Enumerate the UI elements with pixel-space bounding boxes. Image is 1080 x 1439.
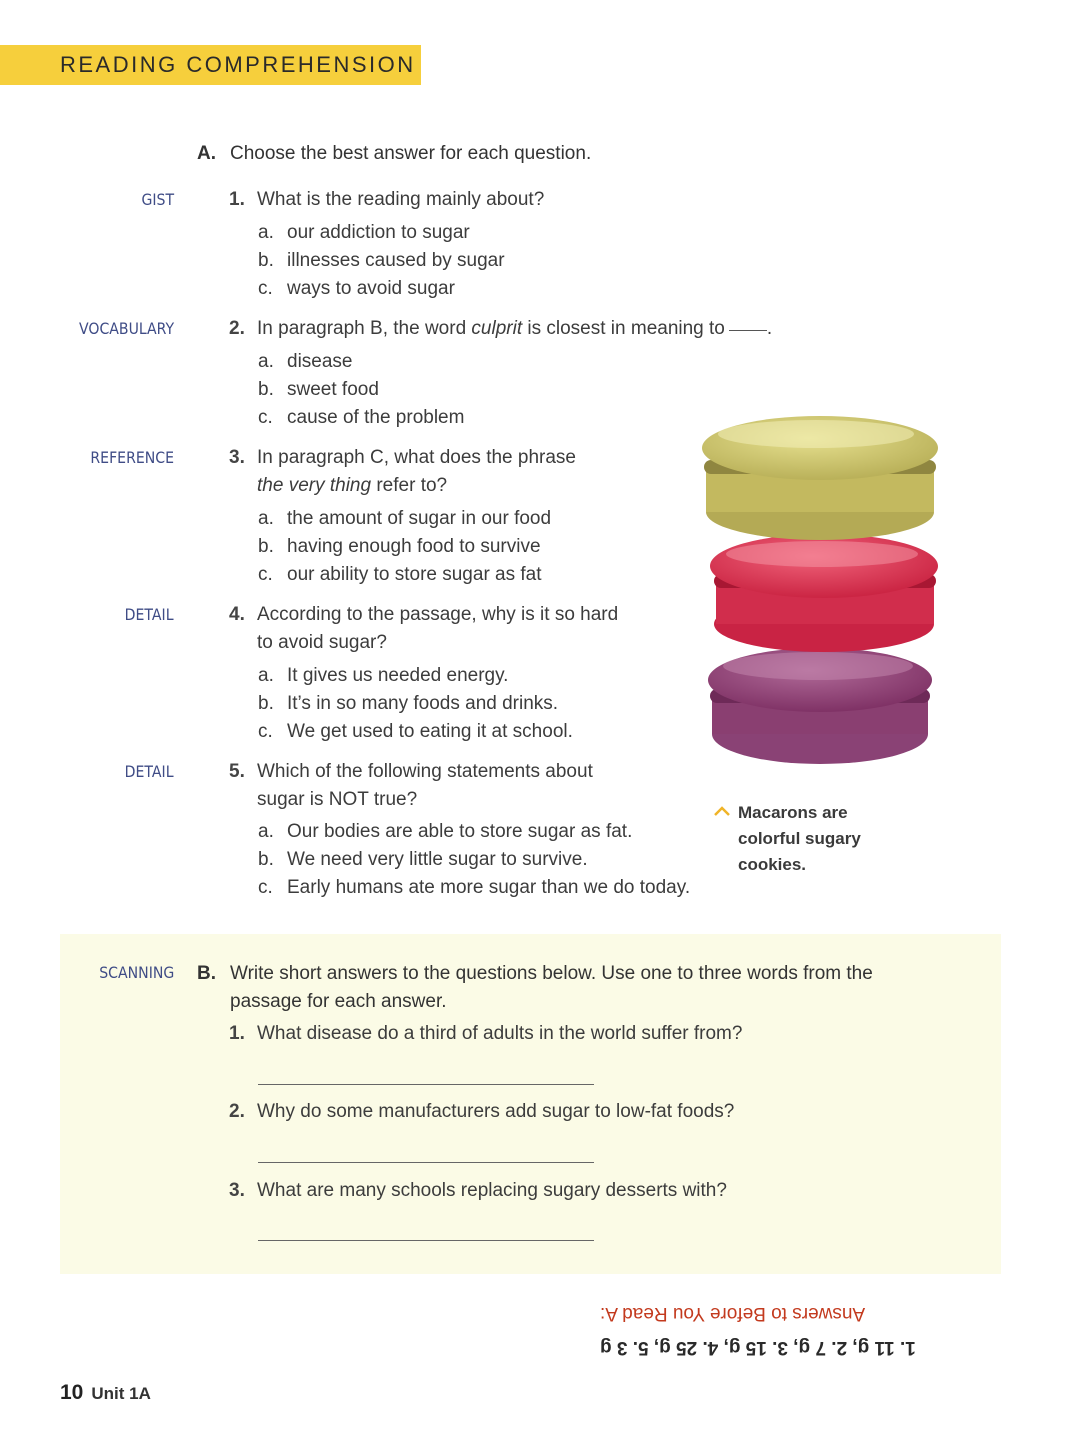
option-letter: a. <box>258 222 274 243</box>
question-text: Why do some manufacturers add sugar to low-fat foods? <box>257 1101 735 1122</box>
purple-macaron <box>708 648 932 764</box>
skill-label-detail: DETAIL <box>125 605 174 624</box>
option-letter: b. <box>258 250 274 271</box>
page-title: READING COMPREHENSION <box>60 52 416 77</box>
question-text-tail: is closest in meaning to <box>522 318 725 339</box>
question-text-line2: sugar is NOT true? <box>257 789 418 810</box>
macarons-photo <box>698 404 948 774</box>
option-5c[interactable] <box>258 877 690 899</box>
option-text: sweet food <box>287 379 379 400</box>
answer-line-3[interactable] <box>258 1240 594 1241</box>
answers-values: 1. 11 g, 2. 7 g, 3. 15 g, 4. 25 g, 5. 3 g <box>600 1337 916 1358</box>
question-number: 2. <box>229 318 245 339</box>
option-text: disease <box>287 351 353 372</box>
question-number: 1. <box>229 1023 245 1044</box>
answers-title: Answers to Before You Read A: <box>600 1303 866 1324</box>
skill-label-gist: GIST <box>141 190 174 209</box>
skill-label-reference: REFERENCE <box>90 448 174 467</box>
option-text: It’s in so many foods and drinks. <box>287 693 559 714</box>
question-text: Which of the following statements about <box>257 761 593 782</box>
option-letter: b. <box>258 849 274 870</box>
option-3a[interactable] <box>258 508 551 530</box>
section-b-instruction: Write short answers to the questions below. Use one to three words from the <box>230 963 873 984</box>
section-b-instruction-line2: passage for each answer. <box>230 991 447 1012</box>
option-1a[interactable] <box>258 222 470 244</box>
option-letter: a. <box>258 508 274 529</box>
option-3c[interactable] <box>258 564 542 586</box>
option-letter: a. <box>258 351 274 372</box>
option-text: Early humans ate more sugar than we do today. <box>287 877 691 898</box>
option-3b[interactable] <box>258 536 541 558</box>
option-2b[interactable] <box>258 379 379 401</box>
question-number: 3. <box>229 447 245 468</box>
option-letter: b. <box>258 693 274 714</box>
section-a-instruction: Choose the best answer for each question. <box>230 143 592 164</box>
option-letter: a. <box>258 821 274 842</box>
section-b-letter: B. <box>197 963 216 984</box>
option-text: It gives us needed energy. <box>287 665 509 686</box>
option-letter: c. <box>258 564 273 585</box>
question-2: 2. In paragraph B, the word culprit is closest in meaning to . <box>229 315 772 343</box>
option-1c[interactable] <box>258 278 455 300</box>
question-number: 4. <box>229 604 245 625</box>
fill-in-blank <box>729 329 767 331</box>
section-a-letter: A. <box>197 143 216 164</box>
option-text: cause of the problem <box>287 407 465 428</box>
option-letter: c. <box>258 407 273 428</box>
answer-line-2[interactable] <box>258 1162 594 1163</box>
question-text-tail: refer to? <box>371 475 448 496</box>
question-emphasis: the very thing <box>257 475 372 496</box>
question-3 <box>229 444 576 500</box>
question-number: 1. <box>229 189 245 210</box>
section-b-heading <box>197 960 873 1016</box>
option-letter: b. <box>258 379 274 400</box>
skill-label-vocabulary: VOCABULARY <box>78 319 174 338</box>
page-number: 10 <box>60 1381 84 1404</box>
option-4a[interactable] <box>258 665 508 687</box>
question-emphasis: culprit <box>471 318 523 339</box>
option-letter: c. <box>258 877 273 898</box>
section-banner <box>0 45 421 85</box>
caption-line: Macarons are <box>738 803 848 822</box>
question-4 <box>229 601 618 657</box>
scan-question-3 <box>229 1177 727 1205</box>
option-text: illnesses caused by sugar <box>287 250 505 271</box>
option-5b[interactable] <box>258 849 588 871</box>
question-number: 5. <box>229 761 245 782</box>
unit-label: Unit 1A <box>91 1384 151 1403</box>
option-letter: a. <box>258 665 274 686</box>
option-text: our ability to store sugar as fat <box>287 564 542 585</box>
skill-label-scanning: SCANNING <box>98 963 174 982</box>
caption-line: cookies. <box>738 855 807 874</box>
option-letter: b. <box>258 536 274 557</box>
scan-question-1 <box>229 1020 742 1048</box>
question-number: 3. <box>229 1180 245 1201</box>
question-text: What are many schools replacing sugary desserts with? <box>257 1180 727 1201</box>
option-text: We need very little sugar to survive. <box>287 849 588 870</box>
option-2a[interactable] <box>258 351 353 373</box>
question-text: In paragraph B, the word <box>257 318 472 339</box>
page-footer <box>60 1381 151 1405</box>
option-text: our addiction to sugar <box>287 222 470 243</box>
option-letter: c. <box>258 278 273 299</box>
option-text: the amount of sugar in our food <box>287 508 552 529</box>
question-5 <box>229 758 593 814</box>
option-text: Our bodies are able to store sugar as fat. <box>287 821 633 842</box>
question-text: What disease do a third of adults in the world suffer from? <box>257 1023 743 1044</box>
skill-label-detail: DETAIL <box>125 762 174 781</box>
option-text: We get used to eating it at school. <box>287 721 573 742</box>
option-4c[interactable] <box>258 721 573 743</box>
pink-macaron <box>710 534 938 652</box>
caret-up-icon <box>714 806 730 816</box>
question-text-line2: to avoid sugar? <box>257 632 387 653</box>
question-text: What is the reading mainly about? <box>257 189 545 210</box>
question-text: According to the passage, why is it so hard <box>257 604 619 625</box>
answer-line-1[interactable] <box>258 1084 594 1085</box>
option-1b[interactable] <box>258 250 505 272</box>
caption-line: colorful sugary <box>738 829 861 848</box>
option-4b[interactable] <box>258 693 558 715</box>
question-number: 2. <box>229 1101 245 1122</box>
question-text: In paragraph C, what does the phrase <box>257 447 576 468</box>
option-5a[interactable] <box>258 821 632 843</box>
option-text: ways to avoid sugar <box>287 278 455 299</box>
upside-down-answers <box>600 1296 1000 1358</box>
option-letter: c. <box>258 721 273 742</box>
option-2c[interactable] <box>258 407 464 429</box>
scan-question-2 <box>229 1098 734 1126</box>
section-a-heading <box>197 143 591 165</box>
pistachio-macaron <box>702 416 938 540</box>
option-text: having enough food to survive <box>287 536 541 557</box>
question-1 <box>229 186 544 214</box>
